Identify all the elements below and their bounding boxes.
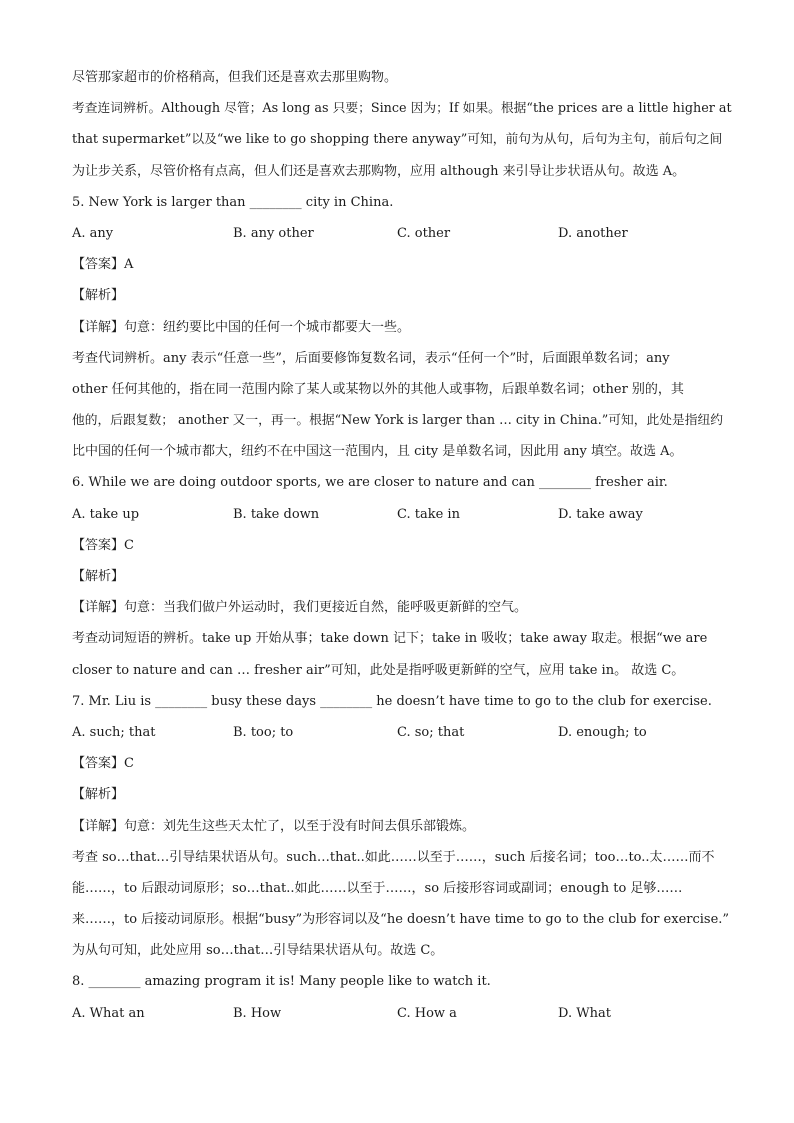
- option-b: B. take down: [233, 506, 320, 522]
- option-b: B. any other: [233, 225, 314, 241]
- explanation-text: that supermarket”以及“we like to go shopping there anyway”可知，前句为从句，后句为主句，前后句之间: [72, 132, 723, 148]
- option-d: D. another: [558, 225, 628, 241]
- explanation-text: 考查 so…that…引导结果状语从句。such…that..如此……以至于……，such 后接名词；too…to..太……而不: [72, 849, 715, 865]
- option-c: C. How a: [397, 1005, 457, 1021]
- detail-translation: 【详解】句意：刘先生这些天太忙了，以至于没有时间去俱乐部锻炼。: [72, 818, 476, 834]
- document-page: [72, 62, 732, 1029]
- analysis-label: 【解析】: [72, 569, 125, 584]
- answer-label: 【答案】A: [72, 257, 134, 273]
- option-c: C. so; that: [397, 724, 465, 740]
- option-c: C. other: [397, 225, 451, 241]
- explanation-translation: 尽管那家超市的价格稍高，但我们还是喜欢去那里购物。: [72, 70, 398, 85]
- explanation-text: 能……，to 后跟动词原形；so…that..如此……以至于……，so 后接形容词或副词；enough to 足够……: [72, 880, 683, 896]
- question-7-options: [72, 717, 732, 748]
- option-b: B. too; to: [233, 724, 294, 740]
- question-6: 6. While we are doing outdoor sports, we are closer to nature and can ________ fresher air.: [72, 475, 668, 491]
- explanation-text: 他的，后跟复数； another 又一，再一。根据“New York is larger than … city in China.”可知，此处是指纽约: [72, 413, 724, 429]
- explanation-text: 考查连词辨析。Although 尽管；As long as 只要；Since 因为；If 如果。根据“the prices are a little higher at: [72, 101, 732, 117]
- option-a: A. take up: [72, 506, 140, 522]
- explanation-text: 为让步关系，尽管价格有点高，但人们还是喜欢去那购物，应用 although 来引导让步状语从句。故选 A。: [72, 163, 686, 179]
- analysis-label: 【解析】: [72, 288, 125, 304]
- detail-translation: 【详解】句意：纽约要比中国的任何一个城市都要大一些。: [72, 319, 411, 335]
- option-a: A. such; that: [72, 724, 156, 740]
- detail-translation: 【详解】句意：当我们做户外运动时，我们更接近自然，能呼吸更新鲜的空气。: [72, 600, 528, 616]
- option-c: C. take in: [397, 506, 460, 522]
- question-5-options: [72, 218, 732, 249]
- explanation-text: other 任何其他的，指在同一范围内除了某人或某物以外的其他人或事物，后跟单数名词；other 别的，其: [72, 381, 684, 397]
- option-a: A. any: [72, 225, 114, 241]
- option-a: A. What an: [72, 1005, 145, 1021]
- question-8: 8. ________ amazing program it is! Many people like to watch it.: [72, 974, 491, 990]
- option-d: D. enough; to: [558, 724, 647, 740]
- explanation-text: 比中国的任何一个城市都大，纽约不在中国这一范围内，且 city 是单数名词，因此用 any 填空。故选 A。: [72, 444, 683, 460]
- option-d: D. take away: [558, 506, 643, 522]
- answer-label: 【答案】C: [72, 756, 134, 772]
- question-7: 7. Mr. Liu is ________ busy these days ________ he doesn’t have time to go to the club for exercise.: [72, 693, 712, 709]
- explanation-text: 考查代词辨析。any 表示“任意一些”，后面要修饰复数名词，表示“任何一个”时，后面跟单数名词；any: [72, 350, 670, 366]
- explanation-text: 来……，to 后接动词原形。根据“busy”为形容词以及“he doesn’t have time to go to the club for exercise.”: [72, 912, 730, 928]
- option-d: D. What: [558, 1005, 611, 1021]
- option-b: B. How: [233, 1005, 282, 1021]
- explanation-text: closer to nature and can … fresher air”可知，此处是指呼吸更新鲜的空气，应用 take in。 故选 C。: [72, 662, 685, 678]
- question-5: 5. New York is larger than ________ city in China.: [72, 194, 394, 210]
- explanation-text: 为从句可知，此处应用 so…that…引导结果状语从句。故选 C。: [72, 943, 444, 959]
- analysis-label: 【解析】: [72, 787, 125, 803]
- answer-label: 【答案】C: [72, 537, 134, 553]
- question-8-options: [72, 998, 732, 1029]
- explanation-text: 考查动词短语的辨析。take up 开始从事；take down 记下；take in 吸收；take away 取走。根据“we are: [72, 631, 708, 647]
- question-6-options: [72, 499, 732, 530]
